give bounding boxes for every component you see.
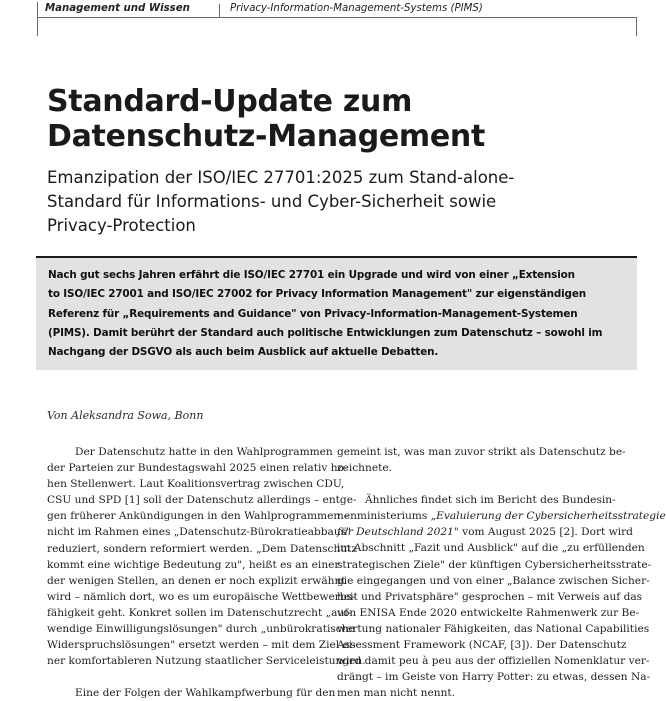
body-column-right xyxy=(337,444,666,701)
body-line: Assessment Framework (NCAF, [3]). Der Datenschutz xyxy=(337,639,627,652)
body-line: nenministeriums „Evaluierung der Cybersicherheitsstrategie xyxy=(337,510,666,523)
header-rule xyxy=(37,17,637,18)
author-byline: Von Aleksandra Sowa, Bonn xyxy=(47,409,204,422)
body-line: kommt eine wichtige Bedeutung zu", heißt es an einer xyxy=(47,558,340,571)
abstract-line: to ISO/IEC 27001 and ISO/IEC 27002 for Privacy Information Management" zur eigenständigen xyxy=(48,288,586,301)
article-subtitle xyxy=(47,166,637,238)
subtitle-line-1: Emanzipation der ISO/IEC 27701:2025 zum Stand-alone- xyxy=(47,168,515,187)
body-line: gen früherer Ankündigungen in den Wahlprogrammen – xyxy=(47,510,349,523)
header-left-tick xyxy=(37,2,38,36)
body-line: fähigkeit geht. Konkret sollen im Datenschutzrecht „auf- xyxy=(47,606,352,619)
body-line: der Parteien zur Bundestagswahl 2025 einen relativ ho- xyxy=(47,462,348,475)
body-line: Der Datenschutz hatte in den Wahlprogrammen xyxy=(75,446,333,458)
body-line: nicht im Rahmen eines „Datenschutz-Bürokratieabbaus" xyxy=(47,526,351,539)
header-section: Management und Wissen xyxy=(45,3,190,14)
abstract-text xyxy=(48,266,627,362)
subtitle-line-3: Privacy-Protection xyxy=(47,216,196,235)
body-line: wertung nationaler Fähigkeiten, das National Capabilities xyxy=(337,622,650,635)
running-header xyxy=(37,0,637,38)
abstract-line: Referenz für „Requirements and Guidance" von Privacy-Information-Management-Systemen xyxy=(48,307,578,320)
header-separator xyxy=(219,4,220,17)
abstract-box xyxy=(36,256,637,370)
body-line: gie eingegangen und von einer „Balance zwischen Sicher- xyxy=(337,574,650,587)
header-right-tick xyxy=(636,18,637,36)
abstract-line: (PIMS). Damit berührt der Standard auch politische Entwicklungen zum Datenschutz – sowohl im xyxy=(48,326,603,339)
article-title xyxy=(47,84,637,154)
body-line: wird damit peu à peu aus der offiziellen Nomenklatur ver- xyxy=(337,655,650,668)
body-line: der wenigen Stellen, an denen er noch explizit erwähnt xyxy=(47,574,346,587)
title-line-1: Standard-Update zum xyxy=(47,84,413,119)
body-line: reduziert, sondern reformiert werden. „Dem Datenschutz xyxy=(47,542,357,555)
body-line: heit und Privatsphäre" gesprochen – mit Verweis auf das xyxy=(337,590,643,603)
body-line: wird – nämlich dort, wo es um europäische Wettbewerbs- xyxy=(47,590,356,603)
body-line: von ENISA Ende 2020 entwickelte Rahmenwerk zur Be- xyxy=(337,606,640,619)
body-line: CSU und SPD [1] soll der Datenschutz allerdings – entge- xyxy=(47,494,357,507)
abstract-line: Nachgang der DSGVO als auch beim Ausblick auf aktuelle Debatten. xyxy=(48,346,439,359)
body-line: ner komfortableren Nutzung staatlicher Serviceleistungen. xyxy=(47,655,366,668)
abstract-line: Nach gut sechs Jahren erfährt die ISO/IEC 27701 ein Upgrade und wird von einer „Extension xyxy=(48,269,575,281)
body-line: strategischen Ziele" der künftigen Cybersicherheitsstrate- xyxy=(337,558,652,571)
body-line: im Abschnitt „Fazit und Ausblick" auf die „zu erfüllenden xyxy=(337,542,645,555)
subtitle-line-2: Standard für Informations- und Cyber-Sicherheit sowie xyxy=(47,192,497,211)
body-line: Widerspruchslösungen" ersetzt werden – mit dem Ziel ei- xyxy=(47,639,356,652)
header-topic: Privacy-Information-Management-Systems (PIMS) xyxy=(230,3,483,14)
body-line: men man nicht nennt. xyxy=(337,687,456,700)
body-line: wendige Einwilligungslösungen" durch „unbürokratische xyxy=(47,623,355,636)
body-line: zeichnete. xyxy=(337,462,392,475)
body-line: für Deutschland 2021" vom August 2025 [2]. Dort wird xyxy=(337,526,633,539)
body-line: drängt – im Geiste von Harry Potter: zu etwas, dessen Na- xyxy=(337,671,651,684)
body-line: hen Stellenwert. Laut Koalitionsvertrag zwischen CDU, xyxy=(47,478,345,491)
body-line: Ähnliches findet sich im Bericht des Bundesin- xyxy=(365,494,616,507)
body-line: gemeint ist, was man zuvor strikt als Datenschutz be- xyxy=(337,446,626,458)
body-line: Eine der Folgen der Wahlkampfwerbung für den xyxy=(75,687,336,700)
title-line-2: Datenschutz-Management xyxy=(47,119,486,154)
